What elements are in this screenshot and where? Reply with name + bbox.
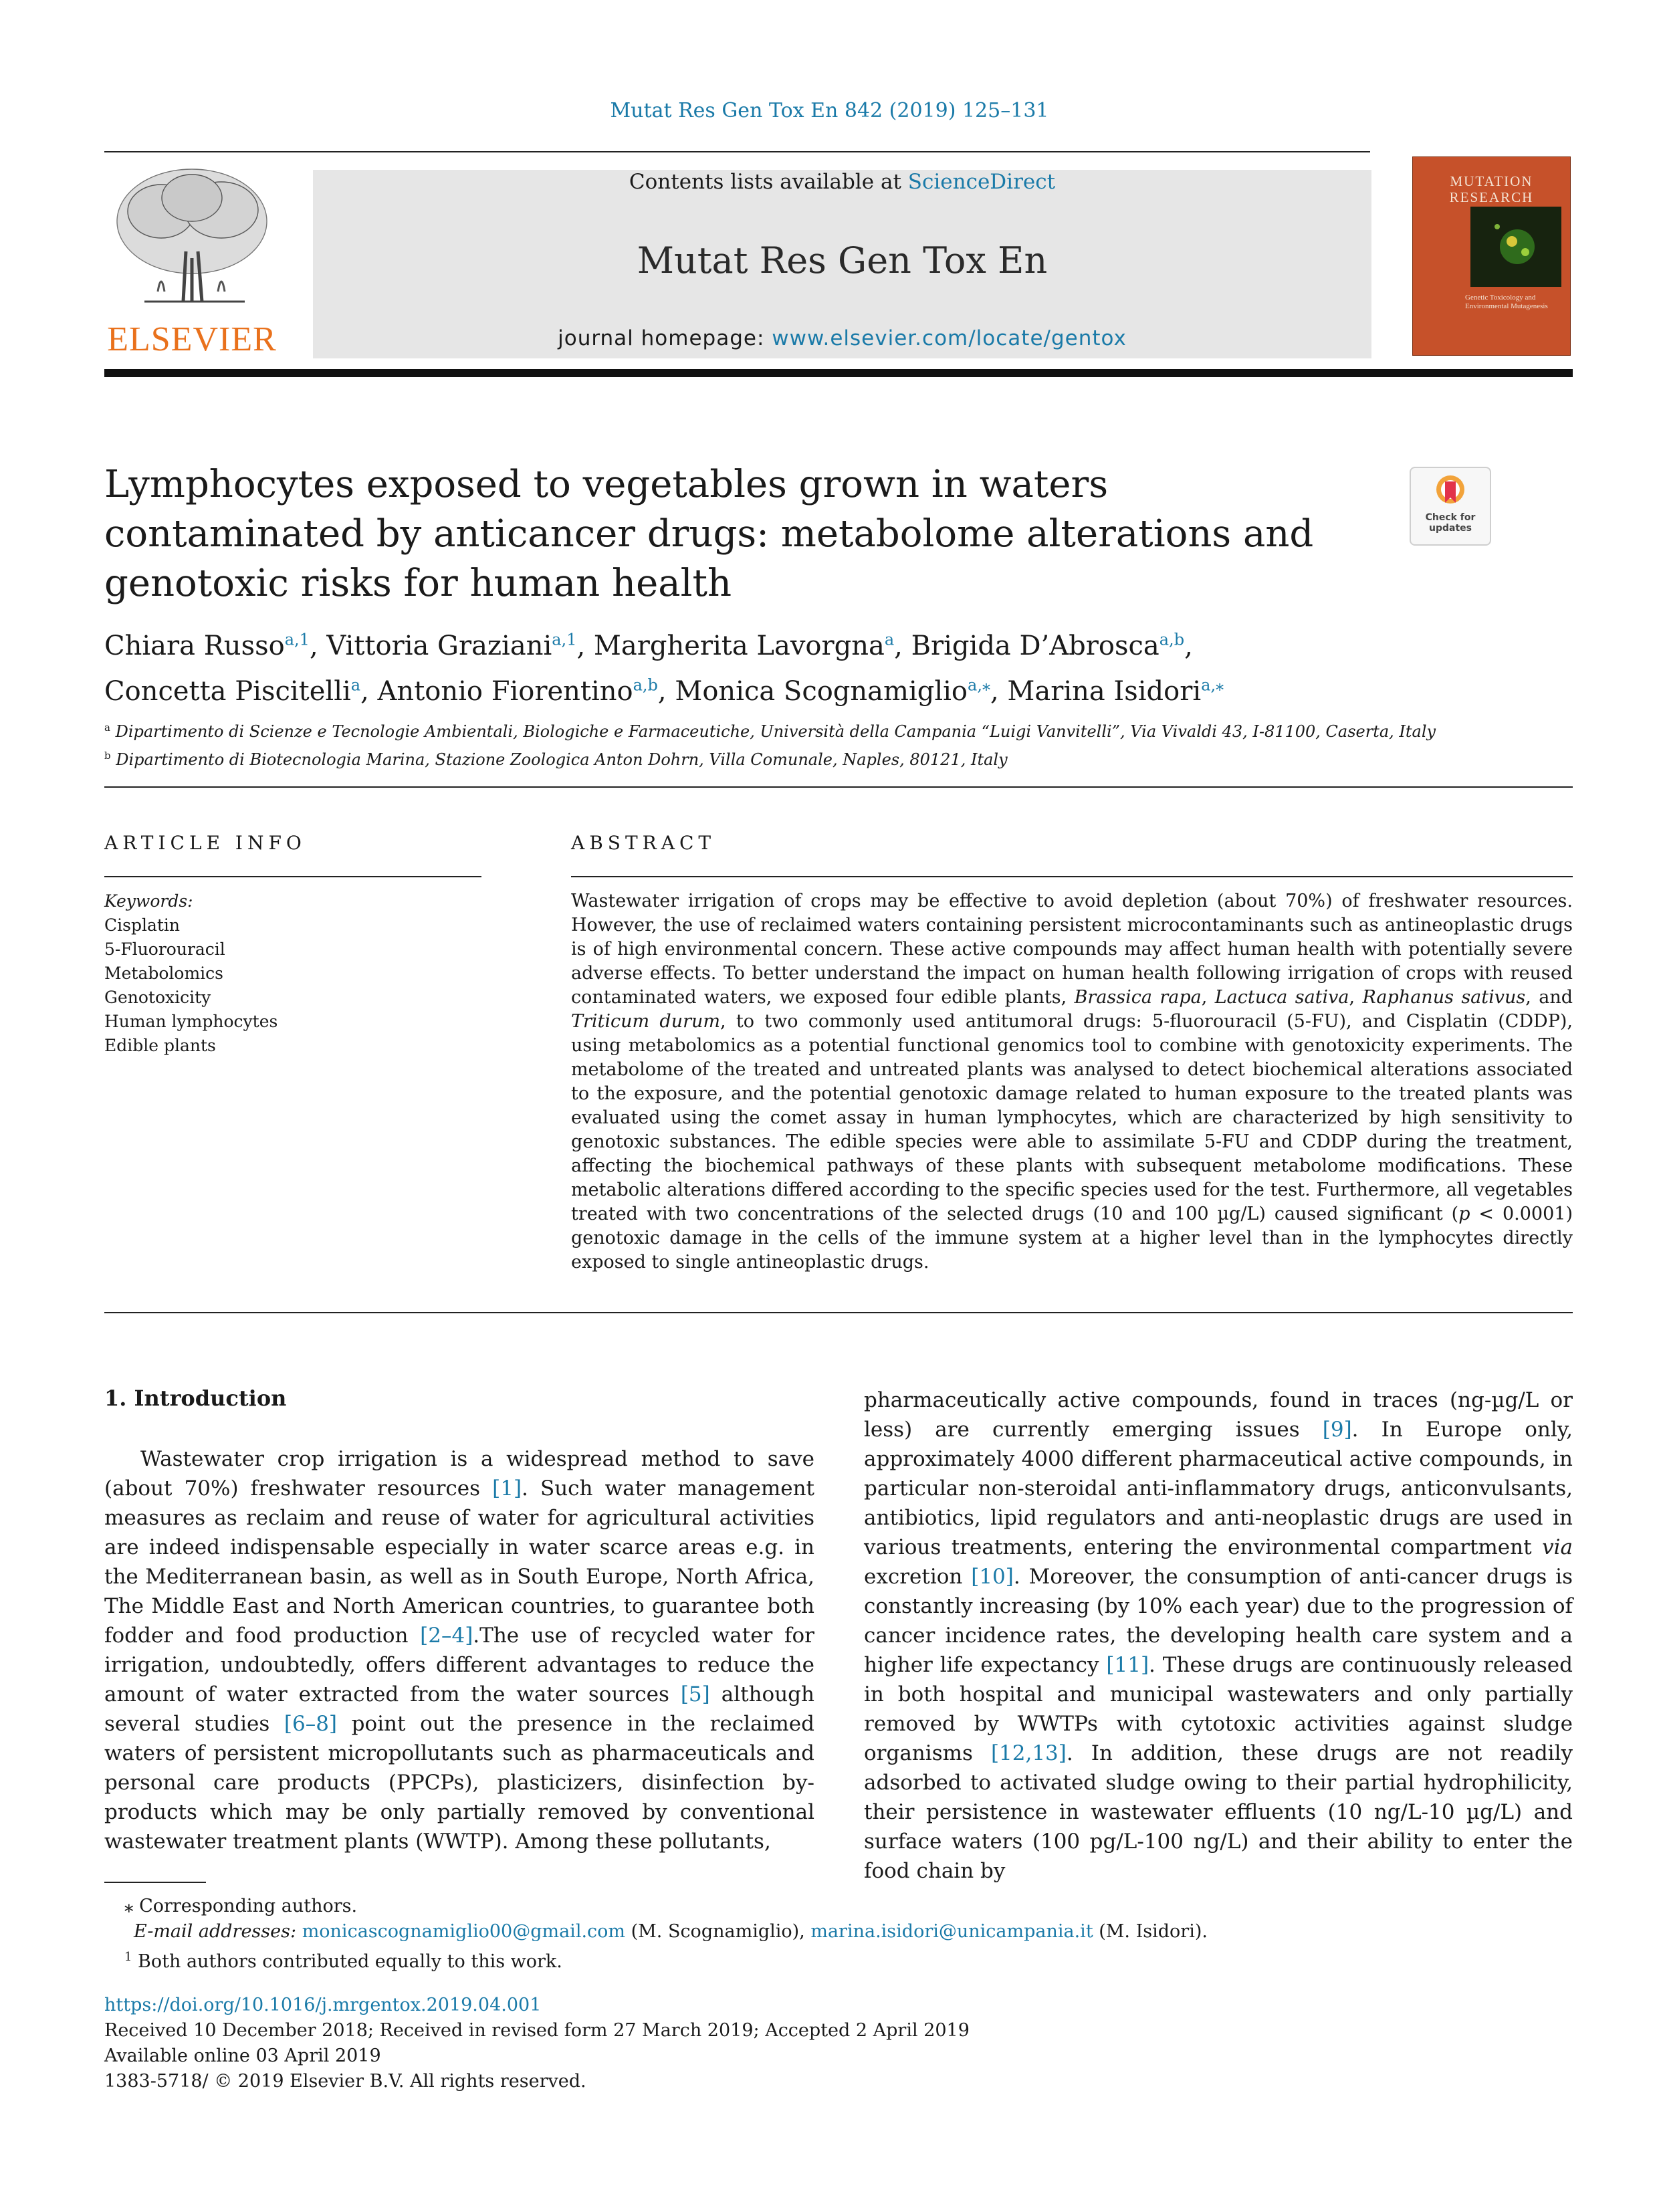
email-label: E-mail addresses:: [134, 1921, 297, 1942]
keyword-item: Metabolomics: [104, 964, 223, 983]
keyword-item: Human lymphocytes: [104, 1012, 278, 1031]
author-separator: ,: [990, 675, 1008, 707]
footnote-text: Both authors contributed equally to this work.: [132, 1951, 562, 1972]
author-name: Brigida D’Abrosca: [911, 631, 1159, 662]
sciencedirect-link[interactable]: ScienceDirect: [907, 170, 1056, 194]
author-affiliation-marker[interactable]: a,⁎: [968, 675, 990, 695]
author-name: Marina Isidori: [1007, 675, 1202, 707]
author-name: Monica Scognamiglio: [675, 675, 968, 707]
homepage-prefix: journal homepage:: [558, 326, 772, 350]
author-affiliation-marker[interactable]: a: [350, 675, 361, 695]
affiliation-item: [104, 744, 1573, 772]
abstract-segment: , to two commonly used antitumoral drugs: 5-fluorouracil (5-FU), and Cisplatin (CDDP), using metabolomics as a potential functional genomics tool to combine with genotoxicity experiments. The metabolome of the treated and untreated plants was analysed to detect biochemical alterations associated to the exposure, and the potential genotoxic damage related to human exposure to the treated plants was evaluated using the comet assay in human lymphocytes, which are characterized by high sensitivity to genotoxic substances. The edible species were able to assimilate 5-FU and CDDP during the treatment, affecting the biochemical pathways of these plants with subsequent metabolome modifications. These metabolic alterations differed according to the specific species used for the test. Furthermore, all vegetables treated with two concentrations of the selected drugs (10 and 100 µg/L) caused significant (: [571, 1011, 1573, 1224]
check-updates-icon: [1434, 473, 1467, 510]
body-text: Wastewater crop irrigation is a widespread method to save (about 70%) freshwater resources: [104, 1447, 814, 1501]
keyword-item: Cisplatin: [104, 915, 181, 935]
article-info-heading: ARTICLE INFO: [104, 832, 306, 854]
header-rule: [104, 151, 1370, 152]
body-column-right: [864, 1386, 1573, 1886]
body-text: . In Europe only, approximately 4000 different pharmaceutical active compounds, in particular non-steroidal anti-inflammatory drugs, anticonvulsants, antibiotics, lipid regulators and anti-neoplastic drugs are used in various treatments, entering the environmental compartment: [864, 1418, 1573, 1559]
species-name: Triticum durum: [571, 1011, 720, 1032]
available-online-date: Available online 03 April 2019: [104, 2045, 381, 2066]
author[interactable]: [378, 676, 658, 707]
author-affiliation-marker[interactable]: a,1: [284, 631, 310, 649]
author-separator: ,: [576, 631, 594, 662]
abstract-separator: ,: [1201, 987, 1215, 1008]
article-title: Lymphocytes exposed to vegetables grown in waters contaminated by anticancer drugs: metabolome alterations and genotoxic risks for human health: [104, 463, 1314, 605]
affiliation-key: a: [104, 722, 110, 734]
header-thick-rule: [104, 369, 1573, 377]
author[interactable]: [326, 631, 576, 661]
author[interactable]: [104, 631, 310, 661]
citation-link[interactable]: [6–8]: [284, 1712, 338, 1736]
citation-link[interactable]: [1]: [492, 1476, 522, 1501]
italic-term: via: [1542, 1535, 1573, 1559]
check-updates-line-2: updates: [1429, 523, 1472, 534]
body-text: . Moreover, the consumption of anti-cancer drugs is constantly increasing (by 10% each year) due to the progression of cancer incidence rates, the developing health care system and a higher life expectancy: [864, 1565, 1573, 1677]
author[interactable]: [911, 631, 1184, 661]
citation-link[interactable]: [5]: [680, 1682, 710, 1706]
email-owner: (M. Isidori).: [1093, 1921, 1208, 1942]
footnote-rule: [104, 1882, 206, 1883]
abstract-text: [571, 889, 1573, 1275]
abstract-rule: [571, 876, 1573, 877]
affiliation-key: b: [104, 750, 111, 762]
body-text: . These drugs are continuously released in both hospital and municipal wastewaters and only partially removed by WWTPs with cytotoxic activities against sludge organisms: [864, 1653, 1573, 1765]
email-footnote: [104, 1919, 1573, 1945]
abstract-separator: , and: [1525, 987, 1573, 1008]
author-name: Antonio Fiorentino: [377, 675, 633, 707]
cover-micrograph-icon: [1470, 207, 1561, 287]
citation-link[interactable]: [10]: [971, 1565, 1014, 1589]
footnote-text: Corresponding authors.: [133, 1896, 358, 1916]
body-text: . In addition, these drugs are not readily adsorbed to activated sludge owing to their partial hydrophilicity, their persistence in wastewater effluents (10 ng/L-10 µg/L) and surface waters (100 pg/L-100 ng/L) and their ability to enter the food chain by: [864, 1741, 1573, 1883]
check-updates-label: [1411, 512, 1490, 534]
footnote-mark: ⁎: [124, 1896, 134, 1916]
author-list: [104, 621, 1573, 711]
citation-link[interactable]: [2–4]: [420, 1624, 473, 1648]
email-link[interactable]: marina.isidori@unicampania.it: [810, 1921, 1093, 1942]
author-affiliation-marker[interactable]: a,b: [1159, 631, 1185, 649]
cover-title-line-1: MUTATION: [1450, 173, 1533, 189]
body-text: excretion: [864, 1565, 972, 1589]
affiliations: [104, 715, 1573, 772]
body-text: pharmaceutically active compounds, found in traces (ng-µg/L or less) are currently emerging issues: [864, 1388, 1573, 1442]
author-separator: ,: [1184, 631, 1193, 662]
body-text: point out the presence in the reclaimed waters of persistent micropollutants such as pharmaceuticals and personal care products (PPCPs), plasticizers, disinfection by-products which may be only partially removed by conventional wastewater treatment plants (WWTP). Among these pollutants,: [104, 1712, 814, 1854]
abstract-heading: ABSTRACT: [571, 832, 716, 854]
author-separator: ,: [360, 675, 378, 707]
footnotes: [104, 1894, 1573, 1975]
contents-line: [313, 170, 1371, 194]
author[interactable]: [675, 676, 990, 707]
body-text: .The use of recycled water for irrigation, undoubtedly, offers different advantages to reduce the amount of water extracted from the water sources: [104, 1624, 814, 1706]
check-for-updates-button[interactable]: [1410, 467, 1491, 546]
journal-cover-image: [1412, 156, 1571, 356]
homepage-link[interactable]: www.elsevier.com/locate/gentox: [772, 326, 1127, 350]
author[interactable]: [1007, 676, 1224, 707]
cover-title-line-2: RESEARCH: [1449, 189, 1534, 205]
author-name: Chiara Russo: [104, 631, 285, 662]
corresponding-footnote: [104, 1894, 1573, 1919]
author-affiliation-marker[interactable]: a,1: [552, 631, 577, 649]
email-link[interactable]: monicascognamiglio00@gmail.com: [302, 1921, 626, 1942]
body-paragraph: [104, 1444, 814, 1856]
email-owner: (M. Scognamiglio),: [625, 1921, 811, 1942]
author-affiliation-marker[interactable]: a: [884, 631, 895, 649]
body-text: . Such water management measures as reclaim and reuse of water for agricultural activities are indeed indispensable especially in water scarce areas e.g. in the Mediterranean basin, as well as in South Europe, North Africa, The Middle East and North American countries, to guarantee both fodder and food production: [104, 1476, 814, 1648]
journal-title: Mutat Res Gen Tox En: [637, 239, 1048, 282]
homepage-line: [313, 326, 1371, 350]
publication-info: [104, 1993, 1573, 2094]
author-affiliation-marker[interactable]: a,b: [633, 675, 658, 695]
keyword-item: Genotoxicity: [104, 988, 211, 1007]
check-updates-line-1: Check for: [1425, 512, 1476, 523]
body-text: although several studies: [104, 1682, 814, 1736]
citation-link[interactable]: [9]: [1322, 1418, 1352, 1442]
doi-link[interactable]: https://doi.org/10.1016/j.mrgentox.2019.04.001: [104, 1995, 542, 2015]
elsevier-wordmark: ELSEVIER: [107, 320, 277, 358]
species-name: Lactuca sativa: [1214, 987, 1349, 1008]
affiliation-text: Dipartimento di Scienze e Tecnologie Ambientali, Biologiche e Farmaceutiche, Università della Campania “Luigi Vanvitelli”, Via Vivaldi 43, I-81100, Caserta, Italy: [115, 722, 1436, 741]
keyword-item: 5-Fluorouracil: [104, 939, 225, 959]
affiliation-text: Dipartimento di Biotecnologia Marina, Stazione Zoologica Anton Dohrn, Villa Comunale, Naples, 80121, Italy: [116, 750, 1008, 769]
section-rule: [104, 1312, 1573, 1313]
species-name: Raphanus sativus: [1362, 987, 1526, 1008]
journal-reference-link[interactable]: Mutat Res Gen Tox En 842 (2019) 125–131: [610, 99, 1049, 122]
cover-title: [1420, 173, 1563, 205]
author-name: Concetta Piscitelli: [104, 675, 351, 707]
citation-link[interactable]: [12,13]: [990, 1741, 1067, 1765]
body-paragraph: [864, 1386, 1573, 1886]
contents-prefix: Contents lists available at: [629, 170, 908, 194]
body-column-left: [104, 1444, 814, 1856]
received-dates: Received 10 December 2018; Received in revised form 27 March 2019; Accepted 2 April 2019: [104, 2020, 970, 2041]
author-name: Vittoria Graziani: [326, 631, 552, 662]
author-separator: ,: [894, 631, 911, 662]
abstract-separator: ,: [1349, 987, 1363, 1008]
keywords-label: Keywords:: [104, 891, 193, 911]
abstract-segment: Wastewater irrigation of crops may be effective to avoid depletion (about 70%) of freshwater resources. However, the use of reclaimed waters containing persistent microcontaminants such as antineoplastic drugs is of high environmental concern. These active compounds may affect human health with potentially severe adverse effects. To better understand the impact on human health following irrigation of crops with reused contaminated waters, we exposed four edible plants,: [571, 891, 1573, 1008]
author[interactable]: [104, 676, 360, 707]
p-value-symbol: p: [1458, 1204, 1470, 1224]
article-info-rule: [104, 876, 481, 877]
keyword-item: Edible plants: [104, 1036, 216, 1055]
author-name: Margherita Lavorgna: [593, 631, 885, 662]
citation-link[interactable]: [11]: [1106, 1653, 1149, 1677]
keywords-list: [104, 889, 479, 1058]
author-affiliation-marker[interactable]: a,⁎: [1201, 675, 1224, 695]
author-separator: ,: [657, 675, 675, 707]
author[interactable]: [594, 631, 894, 661]
section-rule: [104, 786, 1573, 788]
affiliation-item: [104, 715, 1573, 744]
introduction-heading: 1. Introduction: [104, 1386, 287, 1411]
footnote-mark: 1: [124, 1950, 132, 1964]
author-separator: ,: [309, 631, 327, 662]
species-name: Brassica rapa: [1074, 987, 1202, 1008]
abstract-segment: < 0.0001) genotoxic damage in the cells of the immune system at a higher level than in the lymphocytes directly exposed to single antineoplastic drugs.: [571, 1204, 1573, 1273]
copyright-line: 1383-5718/ © 2019 Elsevier B.V. All rights reserved.: [104, 2071, 586, 2092]
cover-subtitle: Genetic Toxicology and Environmental Mutagenesis: [1465, 294, 1548, 310]
equal-contribution-footnote: [104, 1945, 1573, 1975]
